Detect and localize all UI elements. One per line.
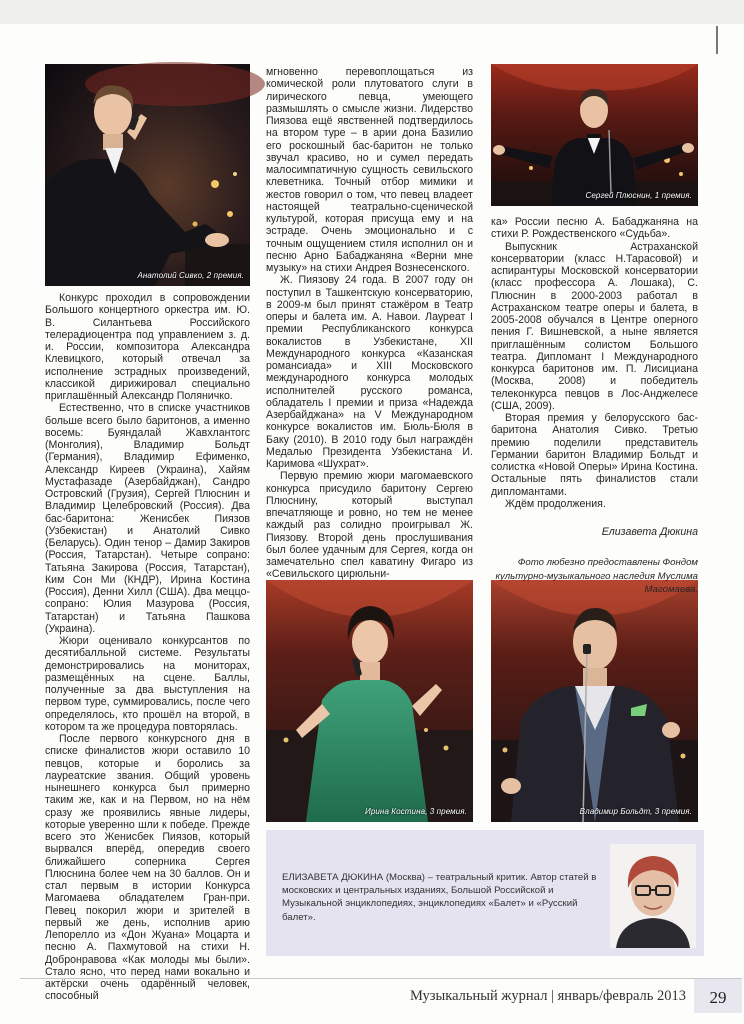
photo-sergey-plyusnin (491, 64, 698, 206)
paragraph: Выпускник Астраханской консерватории (класс Н.Тарасовой) и аспирантуры Московской консерватории (класс профессора А. Лошака), С. Плюснин в 2000-2003 работал в Астраханском театре оперы и балета, в 2005-2008 обучался в Центре оперного пения Г. Вишневской, а ныне является приглашённым солистом Большого театра. Дипломант I Международного конкурса баритонов им. П. Лисициана (Москва, 2008) и победитель телеконкурса певцов в Лос-Анджелесе (США, 2009). (491, 240, 698, 412)
paragraph: ка» России песню А. Бабаджаняна на стихи Р. Рождественского «Судьба». (491, 216, 698, 241)
author-portrait-illustration (610, 844, 696, 948)
photo-credit: Фото любезно предоставлены Фондом культурно-музыкального наследия Муслима Магомаева. (495, 557, 698, 596)
page-number: 29 (694, 979, 742, 1013)
photo-anatoly-sivko (45, 64, 250, 286)
photo-caption: Сергей Плюснин, 1 премия. (585, 191, 692, 200)
singer-photo-illustration (45, 64, 250, 286)
photo-caption: Анатолий Сивко, 2 премия. (137, 271, 244, 280)
paragraph: Ж. Пиязову 24 года. В 2007 году он поступил в Ташкентскую консерваторию, в 2009-м был принят стажёром в Театр оперы и балета им. А. Навои. Лауреат I премии Республиканского конкурса вокалистов в Узбекистане, XII Международного конкурса «Казанская романсиада» и XIII Московского международного конкурса молодых исполнителей русского романса, обладатель I премии и приза «Надежда Азербайджана» на V Международном конкурсе вокалистов им. Бюль-Бюля в Баку (2010). В 2010 году был награждён Медалью Президента Узбекистана И. Каримова «Шухрат». (266, 274, 473, 470)
author-bio-box (266, 830, 704, 956)
article-column-1 (45, 292, 250, 1003)
photo-caption: Ирина Костина, 3 премия. (365, 807, 467, 816)
photo-caption: Владимир Больдт, 3 премия. (579, 807, 692, 816)
author-photo (610, 844, 696, 948)
paragraph: Конкурс проходил в сопровождении Большого концертного оркестра им. Ю. В. Силантьева Российского телерадиоцентра под управлением з. д. и. России, композитора Александра Клевицкого, который отвечал за исполнение эстрадных произведений, классикой дирижировал специально приглашённый Александр Поляничко. (45, 292, 250, 402)
photo-irina-kostina (266, 580, 473, 822)
page-edge-mark (716, 26, 718, 54)
page-footer (20, 978, 742, 1015)
article-column-2 (266, 66, 473, 581)
author-bio-text: ЕЛИЗАВЕТА ДЮКИНА (Москва) – театральный критик. Автор статей в московских и центральных изданиях, Большой Российской и Музыкальной энциклопедиях, энциклопедиях «Балет» и «Русский балет». (282, 872, 597, 923)
singer-photo-illustration (491, 64, 698, 206)
paragraph: После первого конкурсного дня в списке финалистов жюри оставило 10 певцов, которые и боролись за лауреатские звания. Общий уровень нынешнего конкурса был примерно таким же, как и на Первом, но на нём сразу же проявились явные лидеры, которые уверенно шли к победе. Прежде всего это Женисбек Пиязов, который вырвался вперёд, опередив своего ближайшего соперника Сергея Плюснина более чем на 30 баллов. Он и стал первым в истории Конкурса Магомаева обладателем Гран-при. Певец покорил жюри и зрителей в первый же день, исполнив арию Лепорелло из «Дон Жуана» Моцарта и песню А. Пахмутовой на стихи Н. Добронравова «Как молоды мы были». Стало ясно, что перед нами вокально и актёрски очень одарённый человек, способный (45, 733, 250, 1003)
article-byline: Елизавета Дюкина (601, 526, 698, 538)
article-column-3 (491, 216, 698, 596)
paragraph: Жюри оценивало конкурсантов по десятибалльной системе. Результаты демонстрировались на мониторах, размещённых на сцене. Баллы, полученные за два выступления на первом туре, суммировались, после чего определялось, кто прошёл на второй, в котором та же процедура повторялась. (45, 635, 250, 733)
photo-vladimir-boldt (491, 580, 698, 822)
paragraph: мгновенно перевоплощаться из комической роли плутоватого слуги в лирического певца, умеющего размышлять о смысле жизни. Лидерство Пиязова ещё явственней подтвердилось на втором туре – в арии дона Базилио его роскошный бас-баритон не только звучал красиво, но и сумел передать малосимпатичную сущность севильского клеветника. Точный отбор мимики и жестов говорил о том, что певец владеет настоящей театрально-сценической культурой, которая присуща ему и на эстраде. Очень эмоционально и с точным ощущением стиля исполнил он и песню Арно Бабаджаняна «Верни мне музыку» на стихи Андрея Вознесенского. (266, 66, 473, 274)
paragraph: Вторая премия у белорусского бас-баритона Анатолия Сивко. Третью премию поделили представитель Германии баритон Владимир Больдт и солистка «Новой Оперы» Ирина Костина. Остальные пять финалистов стали дипломантами. (491, 412, 698, 498)
paragraph: Ждём продолжения. (505, 497, 606, 510)
magazine-issue: Музыкальный журнал | январь/февраль 2013 (410, 988, 686, 1004)
singer-photo-illustration (491, 580, 698, 822)
paragraph: Первую премию жюри магомаевского конкурса присудило баритону Сергею Плюснину, который выступал впечатляюще и ровно, но тем не менее каждый раз солидно проигрывал Ж. Пиязову. Второй день прослушивания был более удачным для Сергея, когда он замечательно спел каватину Фигаро из «Севильского цирюльни- (266, 470, 473, 581)
scan-top-edge (0, 0, 744, 24)
singer-photo-illustration (266, 580, 473, 822)
paragraph: Естественно, что в списке участников больше всего было баритонов, а именно восемь: Буяндалай Жавхлантогс (Монголия), Владимир Больдт (Германия), Владимир Ефименко, Александр Киреев (Украина), Хайям Мустафазаде (Азербайджан), Сандро Островский (Грузия), Сергей Плюснин и Владимир Целебровский (Россия). Два бас-баритона: Женисбек Пиязов (Узбекистан) и Анатолий Сивко (Беларусь). Один тенор – Дамир Закиров (Россия, Татарстан). Четыре сопрано: Татьяна Закирова (Россия, Татарстан), Ким Сон Ми (КНДР), Ирина Костина (Россия), Денни Хилл (США). Два меццо-сопрано: Юлия Мазурова (Россия, Татарстан) и Татьяна Пашкова (Украина). (45, 402, 250, 635)
